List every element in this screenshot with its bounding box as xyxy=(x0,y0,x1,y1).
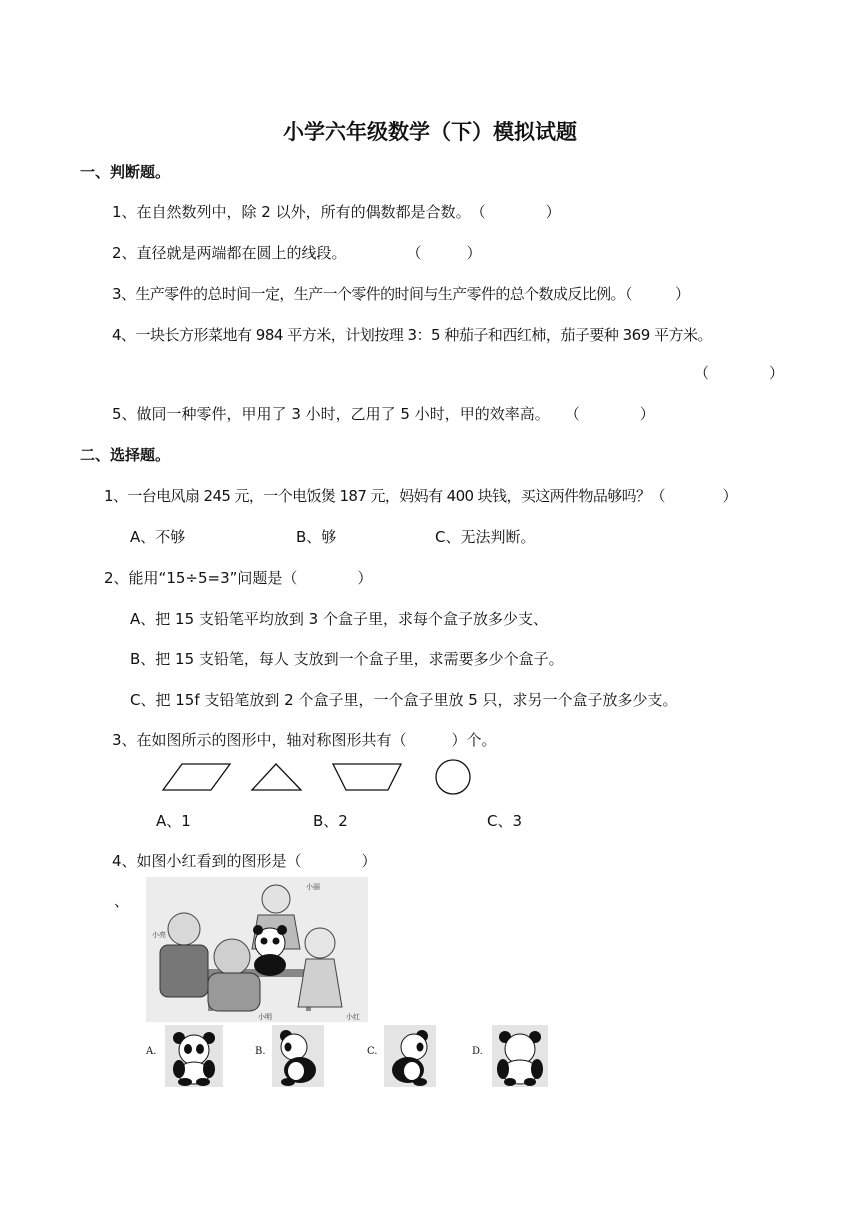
choice-3-option-a: A、1 xyxy=(156,812,191,830)
panda-option-b-label: B. xyxy=(255,1046,266,1057)
panda-option-a-image xyxy=(165,1025,223,1087)
choice-1-option-a: A、不够 xyxy=(130,528,186,546)
section-heading-judgment: 一、判断题。 xyxy=(80,163,171,181)
judgment-question-4: 4、一块长方形菜地有 984 平方米，计划按理 3：5 种茄子和西红柿，茄子要种 369 平方米。 xyxy=(112,326,713,344)
trapezoid-shape xyxy=(333,764,401,790)
choice-question-2: 2、能用“15÷5=3”问题是（ ） xyxy=(104,569,373,587)
judgment-question-4-blank: （ ） xyxy=(694,364,785,382)
scene-label-xiaohong: 小红 xyxy=(346,1013,360,1021)
choice-1-option-b: B、够 xyxy=(296,528,337,546)
parallelogram-shape xyxy=(163,764,230,790)
choice-4-mark: 、 xyxy=(114,892,130,910)
children-panda-scene-image xyxy=(146,877,368,1022)
judgment-question-2: 2、直径就是两端都在圆上的线段。 （ ） xyxy=(112,244,482,262)
choice-question-1: 1、一台电风扇 245 元，一个电饭煲 187 元，妈妈有 400 块钱，买这两件物品够吗？（ ） xyxy=(104,487,737,505)
panda-option-b-image xyxy=(272,1025,324,1087)
scene-label-xiaoming: 小明 xyxy=(258,1013,272,1021)
triangle-shape xyxy=(252,764,301,790)
judgment-question-3: 3、生产零件的总时间一定，生产一个零件的时间与生产零件的总个数成反比例。（ ） xyxy=(112,285,690,303)
judgment-question-1: 1、在自然数列中，除 2 以外，所有的偶数都是合数。 （ ） xyxy=(112,203,561,221)
panda-option-c-image xyxy=(384,1025,436,1087)
page-title: 小学六年级数学（下）模拟试题 xyxy=(283,120,577,144)
panda-option-d-label: D. xyxy=(472,1046,483,1057)
choice-2-option-b: B、把 15 支铅笔，每人 支放到一个盒子里，求需要多少个盒子。 xyxy=(130,650,564,668)
choice-question-4: 4、如图小红看到的图形是（ ） xyxy=(112,852,377,870)
scene-label-xiaoliang: 小亮 xyxy=(152,931,166,939)
section-heading-choice: 二、选择题。 xyxy=(80,446,171,464)
choice-3-option-b: B、2 xyxy=(313,812,348,830)
choice-2-option-a: A、把 15 支铅笔平均放到 3 个盒子里，求每个盒子放多少支、 xyxy=(130,610,548,628)
panda-option-d-image xyxy=(492,1025,548,1087)
scene-label-xiaoli: 小丽 xyxy=(306,883,320,891)
circle-shape xyxy=(436,760,470,794)
choice-2-option-c: C、把 15f 支铅笔放到 2 个盒子里，一个盒子里放 5 只，求另一个盒子放多少支。 xyxy=(130,691,678,709)
choice-1-option-c: C、无法判断。 xyxy=(435,528,536,546)
panda-option-c-label: C. xyxy=(367,1046,378,1057)
judgment-question-5: 5、做同一种零件，甲用了 3 小时，乙用了 5 小时，甲的效率高。 （ ） xyxy=(112,405,655,423)
panda-option-a-label: A. xyxy=(146,1046,157,1057)
choice-3-option-c: C、3 xyxy=(487,812,523,830)
choice-question-3: 3、在如图所示的图形中，轴对称图形共有（ ）个。 xyxy=(112,731,497,749)
q3-shapes-figure xyxy=(160,758,480,796)
